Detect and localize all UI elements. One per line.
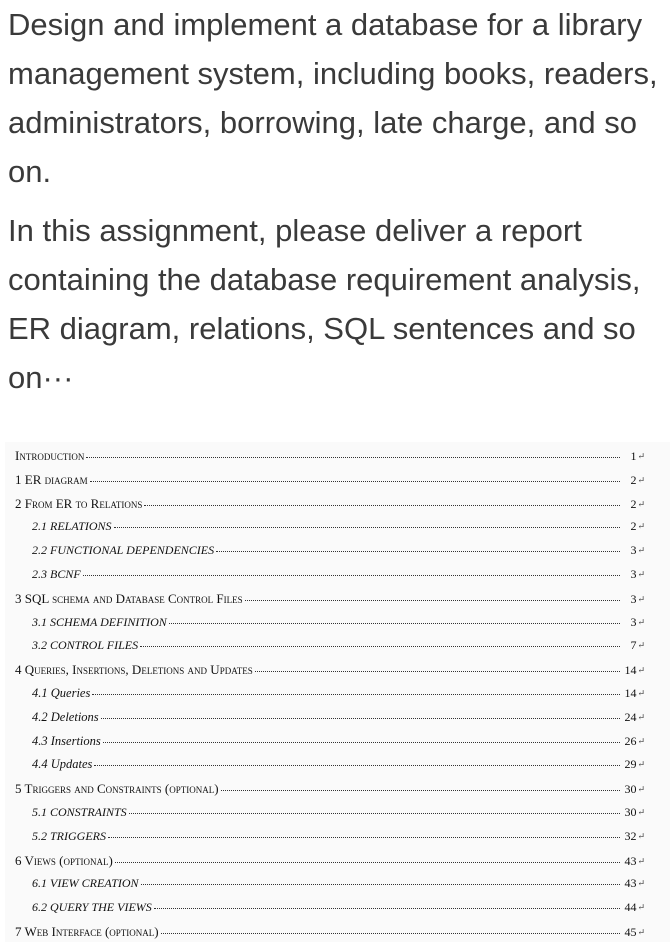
- toc-entry-page: 3: [630, 591, 637, 606]
- paragraph-return-icon: ↵: [637, 759, 645, 770]
- assignment-paragraph-1: Design and implement a database for a library management system, including books, readers, administrators, borrowing, late charge, and so on.: [8, 7, 658, 189]
- paragraph-return-icon: ↵: [637, 640, 645, 651]
- toc-entry: [5, 757, 645, 781]
- toc-entry-page: 2: [630, 496, 637, 511]
- toc-entry: [5, 829, 645, 853]
- paragraph-return-icon: ↵: [637, 521, 645, 532]
- toc-dot-leader: [114, 527, 621, 528]
- toc-entry-title: 3.2 CONTROL FILES: [32, 638, 139, 653]
- toc-entry-page: 43: [624, 853, 637, 868]
- paragraph-return-icon: ↵: [637, 593, 645, 604]
- toc-entry-title: 4.1 Queries: [32, 685, 91, 700]
- toc-entry-title: 3.1 SCHEMA DEFINITION: [32, 614, 167, 629]
- toc-dot-leader: [141, 884, 621, 885]
- toc-entry-title: Introduction: [15, 448, 85, 463]
- toc-entry-page: 30: [624, 782, 637, 797]
- paragraph-return-icon: ↵: [637, 451, 645, 461]
- toc-dot-leader: [115, 862, 621, 863]
- toc-entry: [5, 472, 645, 496]
- toc-entry-title: 4.3 Insertions: [32, 733, 101, 748]
- toc-entry-title: 4.2 Deletions: [32, 709, 99, 724]
- toc-dot-leader: [169, 623, 621, 624]
- toc-entry: [5, 686, 645, 710]
- toc-dot-leader: [108, 837, 620, 838]
- paragraph-return-icon: ↵: [637, 711, 645, 722]
- toc-dot-leader: [94, 765, 620, 766]
- toc-entry-title: 2.3 BCNF: [32, 566, 81, 581]
- toc-entry-title: 4.4 Updates: [32, 757, 93, 772]
- toc-entry: [5, 638, 645, 662]
- toc-entry-page: 3: [630, 614, 637, 629]
- toc-entry: [5, 900, 645, 924]
- toc-list: [5, 448, 645, 948]
- toc-entry-page: 29: [624, 757, 637, 772]
- toc-dot-leader: [216, 551, 620, 552]
- toc-entry-title: 2.1 RELATIONS: [32, 519, 112, 534]
- toc-entry: [5, 591, 645, 615]
- toc-entry-title: 2 From ER to Relations: [15, 495, 143, 511]
- toc-dot-leader: [129, 813, 621, 814]
- toc-dot-leader: [90, 481, 621, 482]
- assignment-description: [8, 0, 668, 402]
- paragraph-return-icon: ↵: [637, 878, 645, 889]
- toc-entry-page: 2: [630, 519, 637, 534]
- toc-entry-title: 5.2 TRIGGERS: [32, 828, 106, 843]
- paragraph-return-icon: ↵: [637, 806, 645, 817]
- toc-entry: [5, 496, 645, 520]
- toc-entry: [5, 781, 645, 805]
- toc-dot-leader: [140, 646, 620, 647]
- table-of-contents-image: [5, 442, 670, 942]
- toc-dot-leader: [161, 933, 621, 934]
- paragraph-return-icon: ↵: [637, 830, 645, 841]
- paragraph-return-icon: ↵: [637, 616, 645, 627]
- toc-entry: [5, 519, 645, 543]
- toc-entry: [5, 805, 645, 829]
- toc-entry: [5, 448, 645, 472]
- toc-entry-page: 24: [624, 709, 637, 724]
- paragraph-return-icon: ↵: [637, 926, 645, 937]
- paragraph-return-icon: ↵: [637, 498, 645, 509]
- toc-dot-leader: [255, 671, 621, 672]
- toc-entry-title: 2.2 FUNCTIONAL DEPENDENCIES: [32, 543, 215, 558]
- assignment-paragraph-2: In this assignment, please deliver a report containing the database requirement analysis, ER diagram, relations, SQL sentences and so on···: [8, 213, 641, 395]
- toc-dot-leader: [86, 457, 620, 458]
- toc-entry: [5, 710, 645, 734]
- paragraph-return-icon: ↵: [637, 902, 645, 913]
- toc-entry: [5, 876, 645, 900]
- paragraph-return-icon: ↵: [637, 474, 645, 485]
- toc-entry-page: 45: [624, 924, 637, 939]
- toc-entry-page: 32: [624, 828, 637, 843]
- toc-entry-title: 3 SQL schema and Database Control Files: [15, 590, 243, 606]
- toc-entry: [5, 567, 645, 591]
- toc-entry-page: 30: [624, 804, 637, 819]
- toc-entry-title: 1 ER diagram: [15, 471, 88, 487]
- toc-entry-page: 3: [630, 566, 637, 581]
- paragraph-return-icon: ↵: [637, 687, 645, 698]
- toc-entry: [5, 924, 645, 948]
- toc-entry-title: 5 Triggers and Constraints (optional): [15, 781, 219, 797]
- toc-entry: [5, 734, 645, 758]
- toc-dot-leader: [144, 505, 620, 506]
- paragraph-return-icon: ↵: [637, 735, 645, 746]
- toc-entry: [5, 853, 645, 877]
- toc-dot-leader: [154, 908, 621, 909]
- paragraph-return-icon: ↵: [637, 665, 645, 676]
- toc-entry-title: 6 Views (optional): [15, 852, 113, 868]
- toc-entry-title: 5.1 CONSTRAINTS: [32, 804, 127, 819]
- paragraph-return-icon: ↵: [637, 545, 645, 556]
- paragraph-return-icon: ↵: [637, 855, 645, 866]
- toc-entry: [5, 615, 645, 639]
- toc-entry-page: 14: [624, 663, 637, 678]
- toc-entry-page: 43: [624, 876, 637, 891]
- toc-entry: [5, 543, 645, 567]
- toc-entry-page: 3: [630, 543, 637, 558]
- toc-entry: [5, 662, 645, 686]
- toc-entry-title: 7 Web Interface (optional): [15, 923, 159, 939]
- toc-dot-leader: [83, 575, 621, 576]
- toc-entry-page: 1: [630, 449, 637, 463]
- toc-entry-page: 7: [630, 638, 637, 653]
- toc-entry-title: 4 Queries, Insertions, Deletions and Updates: [15, 662, 253, 678]
- toc-entry-page: 14: [624, 685, 637, 700]
- toc-dot-leader: [92, 694, 620, 695]
- toc-entry-page: 44: [624, 900, 637, 915]
- paragraph-return-icon: ↵: [637, 568, 645, 579]
- toc-dot-leader: [221, 790, 621, 791]
- toc-entry-title: 6.1 VIEW CREATION: [32, 876, 139, 891]
- toc-dot-leader: [245, 600, 621, 601]
- toc-dot-leader: [103, 742, 621, 743]
- toc-entry-title: 6.2 QUERY THE VIEWS: [32, 900, 152, 915]
- toc-dot-leader: [101, 718, 621, 719]
- toc-entry-page: 26: [624, 733, 637, 748]
- paragraph-return-icon: ↵: [637, 784, 645, 795]
- toc-entry-page: 2: [630, 472, 637, 487]
